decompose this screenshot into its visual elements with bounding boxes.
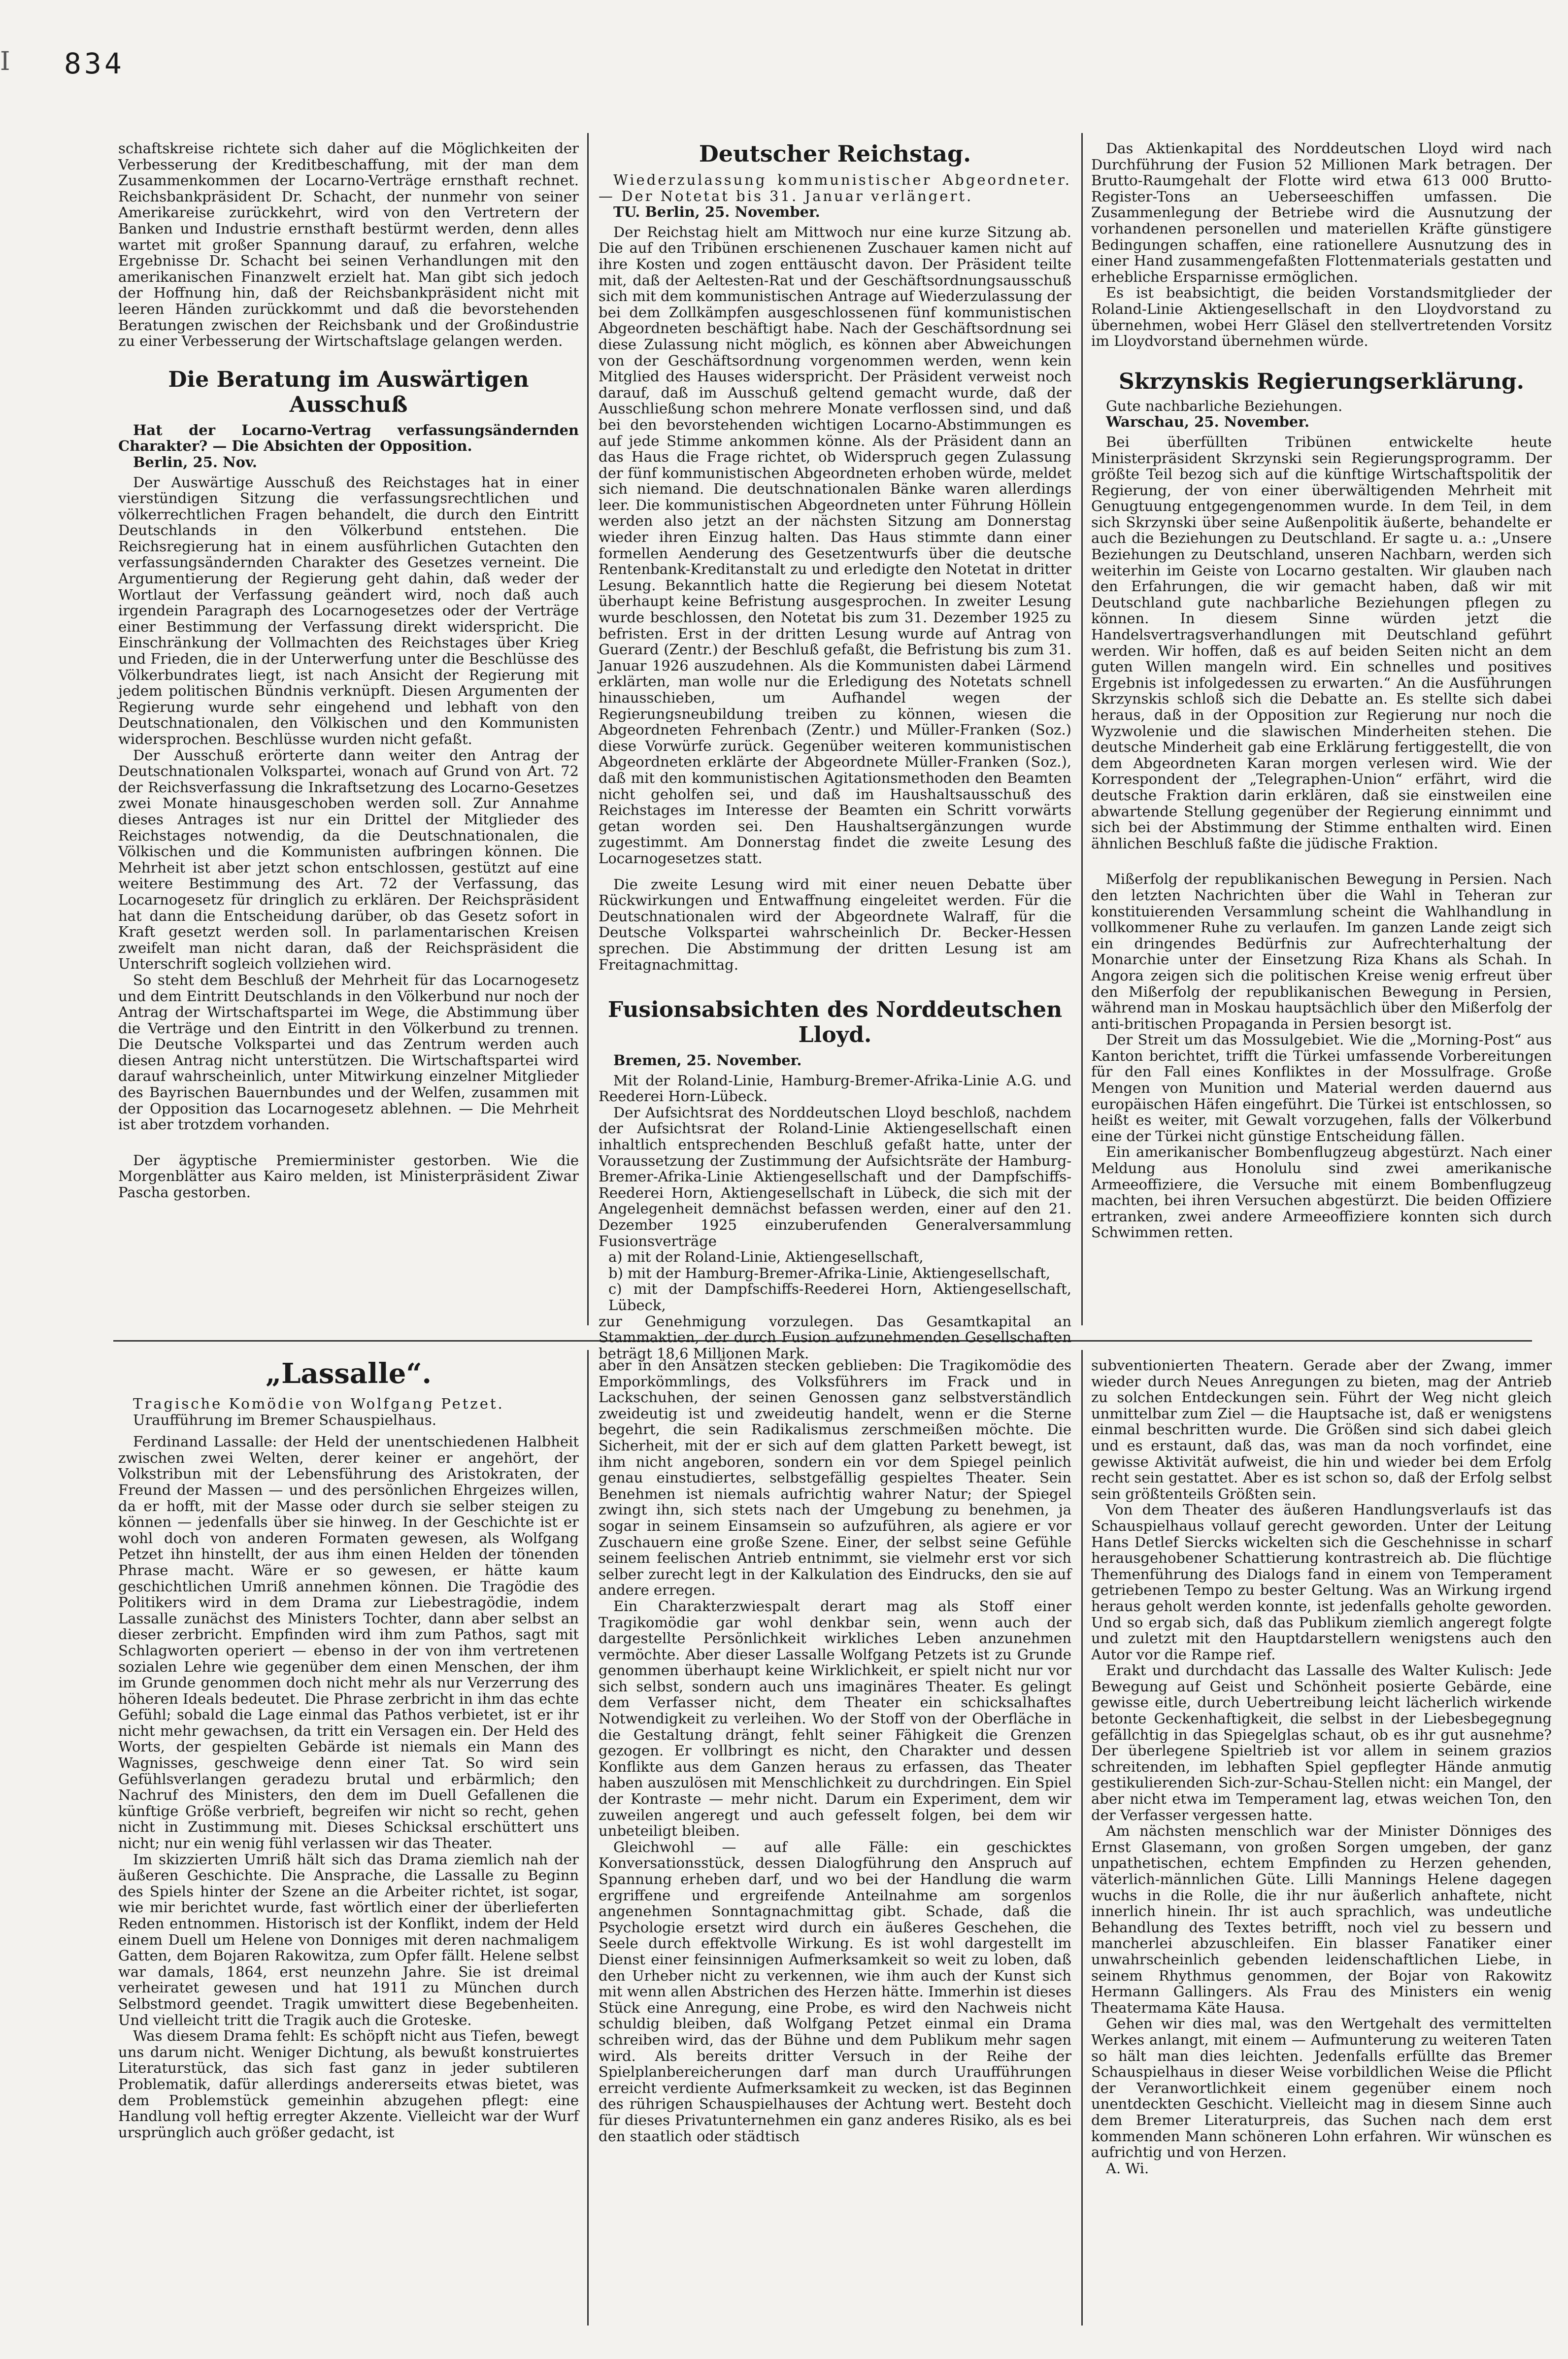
article-text: Gleichwohl — auf alle Fälle: ein geschicktes Konversationsstück, dessen Dialogführung den Anspruch auf Spannung erheben darf, und wo bei der Handlung die warm ergriffene und ergreifende Anteilnahme am sorgenlos angenehmen Sonntagnachmittag gibt. Schade, daß die Psychologie ersetzt wird durch ein äußeres Geschehen, die Seele durch effektvolle Wirkung. Es ist wohl dargestellt im Dienst einer feinsinnigen Aufmerksamkeit so weit zu loben, daß den Urheber nicht zu verkennen, wie ihm auch der Kunst sich mit wenn allen Abstrichen des Herzen hätte. Immerhin ist dieses Stück eine Anregung, eine Probe, es wird den Nachweis nicht schuldig bleiben, daß Wolfgang Petzet einmal ein Drama schreiben wird, das der Bühne und dem Publikum mehr sagen wird. Als bereits dritter Versuch in der Reihe der Spielplanbereicherungen darf man durch Uraufführungen erreicht verdiente Aufmerksamkeit zu wecken, ist das Beginnen des rührigen Schauspielhauses der Achtung wert. Besteht doch für dieses Privatunternehmen ein ganz anderes Risiko, als es bei den staatlich oder städtisch xyxy=(599,1838,1071,2145)
list-item: c) mit der Dampfschiffs-Reederei Horn, Aktiengesellschaft, Lübeck, xyxy=(608,1281,1071,1314)
column-rule xyxy=(1081,1350,1083,2325)
article-text: Mit der Roland-Linie, Hamburg-Bremer-Afrika-Linie A.G. und Reederei Horn-Lübeck. xyxy=(599,1072,1071,1105)
article-text: Was diesem Drama fehlt: Es schöpft nicht aus Tiefen, bewegt uns darum nicht. Weniger Dichtung, als bewußt konstruiertes Literaturstück, das sich fast ganz in jeder subtileren Problematik, dafür allerdings andererseits etwas bietet, was dem Problemstück gemeinhin abzugehen pflegt: eine Handlung voll heftig erregter Akzente. Vielleicht war der Wurf ursprünglich auch größer gedacht, ist xyxy=(118,2027,579,2141)
column-rule xyxy=(587,1350,589,2325)
article-text: schaftskreise richtete sich daher auf die Möglichkeiten der Verbesserung der Kreditbeschaffung, mit der man dem Zusammenkommen der Locarno-Verträge ernsthaft rechnet. Reichsbankpräsident Dr. Schacht, der nunmehr von seiner Amerikareise zurückkehrt, wird von den Vertretern der Banken und Industrie ernsthaft bestürmt werden, denn alles wartet mit großer Spannung darauf, zu erfahren, welche Ergebnisse Dr. Schacht bei seinen Verhandlungen mit den amerikanischen Finanzwelt erzielt hat. Man gibt sich jedoch der Hoffnung hin, daß der Reichsbankpräsident nicht mit leeren Händen zurückkommt und daß die bevorstehenden Beratungen zwischen der Reichsbank und der Großindustrie zu einer Verbesserung der Wirtschaftslage gelangen werden. xyxy=(118,140,579,350)
article-headline: Fusionsabsichten des Norddeutschen Lloyd. xyxy=(607,997,1063,1048)
article-text: Der Auswärtige Ausschuß des Reichstages hat in einer vierstündigen Sitzung die verfassungsrechtlichen und völkerrechtlichen Fragen behandelt, die durch den Eintritt Deutschlands in den Völkerbund entstehen. Die Reichsregierung hat in einem ausführlichen Gutachten den verfassungsändernden Charakter des Gesetzes verneint. Die Argumentierung der Regierung geht dahin, daß weder der Wortlaut der Verfassung geändert wird, noch daß auch irgendein Paragraph des Locarnogesetzes oder der Verträge einer Bestimmung der Verfassung direkt widerspricht. Die Einschränkung der Vollmachten des Reichstages über Krieg und Frieden, die in der Unterwerfung unter die Beschlüsse des Völkerbundrates liegt, ist nach Ansicht der Regierung mit jedem politischen Bündnis verknüpft. Diesen Argumenten der Regierung wurde sehr eingehend und lebhaft von den Deutschnationalen, den Völkischen und den Kommunisten widersprochen. Beschlüsse wurden nicht gefaßt. xyxy=(118,473,579,747)
feuilleton-column-1 xyxy=(118,1357,579,2140)
column-rule xyxy=(587,133,589,1325)
article-text: aber in den Ansätzen stecken geblieben: Die Tragikomödie des Emporkömmlings, des Volksführers im Frack und in Lackschuhen, der seinen Genossen ganz selbstverständlich zweideutig ist und zweideutig handelt, wenn er die Sterne begehrt, die sein Radikalismus zerschmeißen möchte. Die Sicherheit, mit der er sich auf dem glatten Parkett bewegt, ist ihm nicht angeboren, sondern ein vor dem Spiegel peinlich genau einstudiertes, selbstgefällig gespieltes Theater. Sein Benehmen ist niemals aufrichtig wahrer Natur; der Spiegel zwingt ihn, sich stets nach der Umgebung zu benehmen, ja sogar in seinem Einsamsein so aufzuführen, als agiere er vor Zuschauern eine große Szene. Einer, der selbst seine Gefühle seinem feelischen Antrieb entnimmt, sie vielmehr erst vor sich selber zurecht legt in der Kalkulation des Eindrucks, den sie auf andere erregen. xyxy=(599,1357,1071,1599)
feuilleton-headline: „Lassalle“. xyxy=(265,1357,432,1390)
article-dateline: Warschau, 25. November. xyxy=(1106,413,1310,431)
author-signature: A. Wi. xyxy=(1106,2159,1149,2177)
feuilleton-column-2 xyxy=(599,1357,1071,2144)
page-number: 834 xyxy=(64,47,125,80)
article-text: Bei überfüllten Tribünen entwickelte heute Ministerpräsident Skrzynski sein Regierungsprogramm. Der größte Teil bezog sich auf die künftige Wirtschaftspolitik der Regierung, der von einer überwältigenden Mehrheit mit Genugtuung entgegengenommen wurde. In dem Teil, in dem sich Skrzynski über seine Außenpolitik äußerte, behandelte er auch die Beziehungen zu Deutschland. Er sagte u. a.: „Unsere Beziehungen zu Deutschland, unseren Nachbarn, werden sich weiterhin im Geiste von Locarno gestalten. Wir glauben nach den Erfahrungen, die wir gemacht haben, daß wir mit Deutschland gute nachbarliche Beziehungen pflegen zu können. In diesem Sinne würden jetzt die Handelsvertragsverhandlungen mit Deutschland geführt werden. Wir hoffen, daß es auf beiden Seiten nicht an dem guten Willen mangeln wird. Ein schnelles und positives Ergebnis ist infolgedessen zu erwarten.“ An die Ausführungen Skrzynskis schloß sich die Debatte an. Es stellte sich dabei heraus, daß in der Opposition zur Regierung nur noch die Wyzwolenie und die slawischen Minderheiten stehen. Die deutsche Minderheit gab eine Erklärung fertiggestellt, die von dem Abgeordneten Karan morgen verlesen wird. Wie der Korrespondent der „Telegraphen-Union“ erfährt, wird die deutsche Fraktion darin erklären, daß sie einstweilen eine abwartende Stellung gegenüber der Regierung einnimmt und sich bei der Abstimmung der Stimme enthalten wird. Einen ähnlichen Beschluß faßte die jüdische Fraktion. xyxy=(1091,433,1552,852)
article-text: Von dem Theater des äußeren Handlungsverlaufs ist das Schauspielhaus vollauf gerecht geworden. Unter der Leitung Hans Detlef Siercks wickelten sich die Geschehnisse in scharf herausgehobener Schattierung kontrastreich ab. Die flüchtige Themenführung des Dialogs fand in einem von Temperament getriebenen Tempo zu bester Geltung. Was an Wirkung irgend heraus geholt werden konnte, ist jedenfalls geholte geworden. Und so ergab sich, daß das Publikum ziemlich angeregt folgte und zuletzt mit den Hauptdarstellern wenigstens auch den Autor vor die Rampe rief. xyxy=(1091,1501,1552,1663)
column-1 xyxy=(118,140,579,1201)
article-dateline: TU. Berlin, 25. November. xyxy=(613,203,820,221)
news-brief: Der ägyptische Premierminister gestorben. Wie die Morgenblätter aus Kairo melden, ist Ministerpräsident Ziwar Pascha gestorben. xyxy=(118,1151,579,1201)
article-text: So steht dem Beschluß der Mehrheit für das Locarnogesetz und dem Eintritt Deutschlands in den Völkerbund nur noch der Antrag der Wirtschaftspartei im Wege, die Abstimmung über die Verträge und den Eintritt in den Völkerbund zu trennen. Die Deutsche Volkspartei und das Zentrum werden auch diesen Antrag nicht unterstützen. Die Wirtschaftspartei wird darauf wahrscheinlich, unter Mitwirkung einzelner Mitglieder des Bayrischen Bauernbundes und der Welfen, zusammen mit der Opposition das Locarnogesetz ablehnen. — Die Mehrheit ist aber trotzdem vorhanden. xyxy=(118,971,579,1133)
article-text: Die zweite Lesung wird mit einer neuen Debatte über Rückwirkungen und Entwaffnung eingeleitet werden. Für die Deutschnationalen wird der Abgeordnete Walraff, für die Deutsche Volkspartei wahrscheinlich Dr. Becker-Hessen sprechen. Die Abstimmung der dritten Lesung ist am Freitagnachmittag. xyxy=(599,876,1071,973)
article-text: Das Aktienkapital des Norddeutschen Lloyd wird nach Durchführung der Fusion 52 Millionen Mark betragen. Der Brutto-Raumgehalt der Flotte wird etwa 613 000 Brutto-Register-Tons an Ueberseeschiffen umfassen. Die Zusammenlegung der Betriebe wird die Ausnutzung der vorhandenen personellen und materiellen Kräfte günstigere Bedingungen schaffen, eine rationellere Ausnutzung des in einer Hand zusammengefaßten Flottenmaterials gestatten und erhebliche Ersparnisse ermöglichen. xyxy=(1091,140,1552,285)
article-text: Der Reichstag hielt am Mittwoch nur eine kurze Sitzung ab. Die auf den Tribünen erschienenen Zuschauer kamen nicht auf ihre Kosten und zogen enttäuscht davon. Der Präsident teilte mit, daß der Aeltesten-Rat und der Geschäftsordnungsausschuß sich mit dem kommunistischen Antrage auf Wiederzulassung der bei dem Zollkämpfen ausgeschlossenen fünf kommunistischen Abgeordneten beschäftigt habe. Nach der Geschäftsordnung sei diese Zulassung nicht möglich, es können aber Abweichungen von der Geschäftsordnung vorgenommen werden, wenn kein Mitglied des Hauses widerspricht. Der Präsident verweist noch darauf, daß im Ausschuß geltend gemacht wurde, daß der Ausschließung schon mehrere Monate verflossen sind, und daß bei den bevorstehenden wichtigen Locarno-Abstimmungen es auf jede Stimme ankommen könne. Als der Präsident dann an das Haus die Frage richtet, ob Widerspruch gegen Zulassung der fünf kommunistischen Abgeordneten erhoben würde, meldet sich niemand. Die deutschnationalen Bänke waren allerdings leer. Die kommunistischen Abgeordneten unter Führung Höllein werden also jetzt an der nächsten Sitzung am Donnerstag wieder ihren Einzug halten. Das Haus stimmte dann einer formellen Aenderung des Gesetzentwurfs über die deutsche Rentenbank-Kreditanstalt zu und erledigte den Notetat in dritter Lesung. Bekanntlich hatte die Regierung bei diesem Notetat überhaupt keine Befristung ausgesprochen. In zweiter Lesung wurde beschlossen, den Notetat bis zum 31. Dezember 1925 zu befristen. Erst in der dritten Lesung wurde auf Antrag von Guerard (Zentr.) der Beschluß gefaßt, die Befristung bis zum 31. Januar 1926 auszudehnen. Als die Kommunisten dabei Lärmend erklärten, man wolle nur die Erledigung des Notetats schnell hinausschieben, um Aufhandel wegen der Regierungsneubildung treiben zu können, wiesen die Abgeordneten Fehrenbach (Zentr.) und Müller-Franken (Soz.) diese Vorwürfe zurück. Gegenüber weiteren kommunistischen Abgeordneten erklärte der Abgeordnete Müller-Franken (Soz.), daß mit den kommunistischen Agitationsmethoden den Beamten nicht geholfen sei, und daß im Haushaltsausschuß des Reichstages im Interesse der Beamten ein Schritt vorwärts getan worden sei. Den Haushaltsergänzungen wurde zugestimmt. Am Donnerstag findet die zweite Lesung des Locarnogesetzes statt. xyxy=(599,223,1071,867)
article-subhead: Wiederzulassung kommunistischer Abgeordneter. — Der Notetat bis 31. Januar verlängert. xyxy=(599,171,1071,204)
article-dateline: Bremen, 25. November. xyxy=(613,1052,802,1069)
article-text: Der Aufsichtsrat des Norddeutschen Lloyd beschloß, nachdem der Aufsichtsrat der Roland-Linie Aktiengesellschaft einen inhaltlich entsprechenden Beschluß gefaßt hatte, unter der Voraussetzung der Zustimmung der Aufsichtsräte der Hamburg-Bremer-Afrika-Linie Aktiengesellschaft und der Dampfschiffs-Reederei Horn, Aktiengesellschaft in Lübeck, die sich mit der Angelegenheit demnächst befassen werden, einer auf den 21. Dezember 1925 einzuberufenden Generalversammlung Fusionsverträge xyxy=(599,1104,1071,1249)
news-brief: Der Streit um das Mossulgebiet. Wie die „Morning-Post“ aus Kanton berichtet, trifft die Türkei umfassende Vorbereitungen für den Fall eines Konfliktes in der Mossulfrage. Große Mengen von Munition und Material werden dauernd aus europäischen Häfen eingeführt. Die Türkei ist entschlossen, so heißt es weiter, mit Gewalt vorzugehen, falls der Völkerbund eine der Türkei nicht günstige Entscheidung fällen. xyxy=(1091,1031,1552,1145)
article-text: Gehen wir dies mal, was den Wertgehalt des vermittelten Werkes anlangt, mit einem — Aufmunterung zu weiteren Taten so hält man dies leichten. Jedenfalls erfüllte das Bremer Schauspielhaus in dieser Weise vorbildlichen Weise die Pflicht der Veranwortlichkeit einem gegenüber einem noch unentdeckten Geschicht. Vielleicht mag in diesem Sinne auch dem Bremer Literaturpreis, das Suchen nach dem erst kommenden Mann schöneren Lohn erfahren. Wir wünschen es aufrichtig und von Herzen. xyxy=(1091,2015,1552,2161)
news-brief: Mißerfolg der republikanischen Bewegung in Persien. Nach den letzten Nachrichten über die Wahl in Teheran zur konstituierenden Versammlung scheint die Wahlhandlung in vollkommener Ruhe zu verlaufen. Im ganzen Lande zeigt sich ein dringendes Bedürfnis zur Aufrechterhaltung der Monarchie unter der Einsetzung Riza Khans als Schah. In Angora zeigen sich die politischen Kreise wenig erfreut über den Mißerfolg der republikanischen Bewegung in Persien, während man in Moskau hauptsächlich über den Mißerfolg der anti-britischen Propaganda in Persien besorgt ist. xyxy=(1091,871,1552,1032)
article-text: Der Ausschuß erörterte dann weiter den Antrag der Deutschnationalen Volkspartei, wonach auf Grund von Art. 72 der Reichsverfassung die Inkraftsetzung des Locarno-Gesetzes zwei Monate hinausgeschoben werden soll. Zur Annahme dieses Antrages ist nur ein Drittel der Mitglieder des Reichstages notwendig, da die Deutschnationalen, die Völkischen und die Kommunisten aufbringen können. Die Mehrheit ist aber jetzt schon entschlossen, gestützt auf eine weitere Bestimmung des Art. 72 der Verfassung, das Locarnogesetz für dringlich zu erklären. Der Reichspräsident hat dann die Entscheidung darüber, ob das Gesetz sofort in Kraft gesetzt werden soll. In parlamentarischen Kreisen zweifelt man nicht daran, daß der Reichspräsident die Unterschrift sogleich vollziehen wird. xyxy=(118,746,579,973)
article-headline: Die Beratung im Auswärtigen Ausschuß xyxy=(168,367,529,417)
column-3 xyxy=(1091,140,1552,1241)
feuilleton-subhead: Uraufführung im Bremer Schauspielhaus. xyxy=(133,1411,436,1428)
page-edge-mark: Ⅰ xyxy=(0,47,10,76)
article-headline: Skrzynskis Regierungserklärung. xyxy=(1119,369,1524,394)
column-2 xyxy=(599,140,1071,1361)
article-text: subventionierten Theatern. Gerade aber der Zwang, immer wieder durch Neues Anregungen zu bieten, mag der Antrieb zu solchen Entdeckungen sein. Führt der Weg nicht gleich unmittelbar zum Ziel — die Hauptsache ist, daß er wenigstens einmal beschritten wurde. Die Größen sind sich dabei gleich und es erstaunt, daß das, was man da noch vorfindet, eine gewisse Aktivität aufweist, die hin und wieder bei dem Erfolg recht sein gestattet. Aber es ist schon so, daß der Erfolg selbst sein größtenteils Größten sein. xyxy=(1091,1357,1552,1502)
article-text: Es ist beabsichtigt, die beiden Vorstandsmitglieder der Roland-Linie Aktiengesellschaft in den Lloydvorstand zu übernehmen, wobei Herr Gläsel den stellvertretenden Vorsitz im Lloydvorstand übernehmen würde. xyxy=(1091,284,1552,350)
article-headline: Deutscher Reichstag. xyxy=(699,140,971,167)
feuilleton-column-3 xyxy=(1091,1357,1552,2176)
article-text: Im skizzierten Umriß hält sich das Drama ziemlich nah der äußeren Geschichte. Die Ansprache, die Lassalle zu Beginn des Spiels hinter der Szene an die Arbeiter richtet, ist sogar, wie mir berichtet wurde, fast wörtlich einer der überlieferten Reden entnommen. Historisch ist der Konflikt, indem der Held einem Duell um Helene von Donniges mit deren nachmaligem Gatten, dem Bojaren Rakowitza, zum Opfer fällt. Helene selbst war damals, 1864, erst neunzehn Jahre. Sie ist dreimal verheiratet gewesen und hat 1911 zu München durch Selbstmord geendet. Tragik umwittert diese Begebenheiten. Und vielleicht tritt die Tragik auch die Groteske. xyxy=(118,1851,579,2028)
article-text: Erakt und durchdacht das Lassalle des Walter Kulisch: Jede Bewegung auf Geist und Schönheit posierte Gebärde, eine gewisse eitle, durch Uebertreibung leicht lächerlich wirkende betonte Geckenhaftigkeit, die selbst in der Liebesbegegnung gefällchtig in das Spiegelglas schaut, ob es ihr gut ausnehme? Der überlegene Spieltrieb ist vor allem in seinem grazios schreitenden, im lebhaften Spiel gepflegter Hände anmutig gestikulierenden Sich-zur-Schau-Stellen nicht: ein Mangel, der aber nicht etwa im Temperament lag, etwas weichen Ton, den der Verfasser vergessen hatte. xyxy=(1091,1662,1552,1823)
article-text: Ein Charakterzwiespalt derart mag als Stoff einer Tragikomödie gar wohl denkbar sein, wenn auch der dargestellte Persönlichkeit wirkliches Leben anzunehmen vermöchte. Aber dieser Lassalle Wolfgang Petzets ist zu Grunde genommen überhaupt keine Wirklichkeit, er spielt nicht nur vor sich selbst, sondern auch uns imaginäres Theater. Es gelingt dem Verfasser nicht, dem Theater ein schicksalhaftes Notwendigkeit zu verleihen. Wo der Stoff von der Oberfläche in die Gestaltung drängt, fehlt seiner Fähigkeit die Grenzen gezogen. Er vollbringt es nicht, den Charakter und dessen Konflikte aus dem Ganzen heraus zu erfassen, das Theater haben auszulösen mit Menschlichkeit zu durchdringen. Ein Spiel der Kontraste — mehr nicht. Darum ein Experiment, dem wir zuweilen angeregt und auch gefesselt folgen, bei dem wir unbeteiligt bleiben. xyxy=(599,1597,1071,1840)
article-text: Am nächsten menschlich war der Minister Dönniges des Ernst Glasemann, von großen Sorgen umgeben, der ganz unpathetischen, echtem Empfinden zu Herzen gehenden, väterlich-männlichen Güte. Lilli Mannings Helene dagegen wuchs in die Rolle, die ihr nur äußerlich anhaftete, nicht innerlich hinein. Ihr ist auch sprachlich, was undeutliche Behandlung des Textes betrifft, noch viel zu bessern und mancherlei abzuschleifen. Ein blasser Fanatiker einer unwahrscheinlich gebenden leidenschaftlichen Liebe, in seinem Rhythmus genommen, der Bojar von Rakowitz Hermann Gallingers. Als Frau des Ministers ein wenig Theatermama Käte Hausa. xyxy=(1091,1822,1552,2016)
news-brief: Ein amerikanischer Bombenflugzeug abgestürzt. Nach einer Meldung aus Honolulu sind zwei amerikanische Armeeoffiziere, die Versuche mit einem Bombenflugzeug machten, bei ihren Versuchen abgestürzt. Die beiden Offiziere ertranken, zwei andere Armeeoffiziere konnten sich durch Schwimmen retten. xyxy=(1091,1144,1552,1241)
list-item: a) mit der Roland-Linie, Aktiengesellschaft, xyxy=(608,1248,924,1266)
article-dateline: Berlin, 25. Nov. xyxy=(133,453,257,471)
article-text: Ferdinand Lassalle: der Held der unentschiedenen Halbheit zwischen zwei Welten, derer keiner er angehört, der Volkstribun mit der Lebensführung des Aristokraten, der Freund der Massen — und des persönlichen Ehrgeizes willen, da er hofft, mit der Masse oder durch sie selber steigen zu können — jedenfalls über sie hinweg. In der Geschichte ist er wohl doch von anderen Formaten gewesen, als Wolfgang Petzet ihn hinstellt, der aus ihm einen Helden der tönenden Phrase macht. Wäre er so gewesen, er hätte kaum geschichtlichen Umriß annehmen können. Die Tragödie des Politikers wird in dem Drama zur Liebestragödie, indem Lassalle zunächst des Ministers Tochter, dann aber selbst an dieser zerbricht. Empfinden wird ihm zum Pathos, sagt mit Schlagworten operiert — ebenso in der von ihm vertretenen sozialen Lehre wie gegenüber dem einen Menschen, der ihm im Grunde genommen doch nicht mehr als nur Verzerrung des höheren Ideals bedeutet. Die Phrase zerbricht in ihm das echte Gefühl; sobald die Lage einmal das Pathos verbietet, ist er ihr nicht mehr gewachsen, da tritt ein Versagen ein. Der Held des Worts, der gespielten Gebärde ist niemals ein Mann des Wagnisses, geschweige denn einer Tat. So wird sein Gefühlsverlangen geradezu brutal und erbärmlich; den Nachruf des Ministers, den dem im Duell Gefallenen die künftige Größe verbrieft, begreifen wir nicht so recht, gehen nicht in Zustimmung mit. Dieses Schicksal erschüttert uns nicht; nur ein wenig fühl verlassen wir das Theater. xyxy=(118,1433,579,1852)
list-item: b) mit der Hamburg-Bremer-Afrika-Linie, Aktiengesellschaft, xyxy=(608,1264,1051,1281)
article-subhead: Gute nachbarliche Beziehungen. xyxy=(1106,397,1343,414)
column-rule xyxy=(1081,133,1083,1325)
feuilleton-subhead: Tragische Komödie von Wolfgang Petzet. xyxy=(133,1395,504,1412)
article-text: zur Genehmigung vorzulegen. Das Gesamtkapital an Stammaktien, der durch Fusion aufzunehmenden Gesellschaften beträgt 18,6 Millionen Mark. xyxy=(599,1313,1071,1362)
article-subhead: Hat der Locarno-Vertrag verfassungsändernden Charakter? — Die Absichten der Opposition. xyxy=(118,421,579,455)
